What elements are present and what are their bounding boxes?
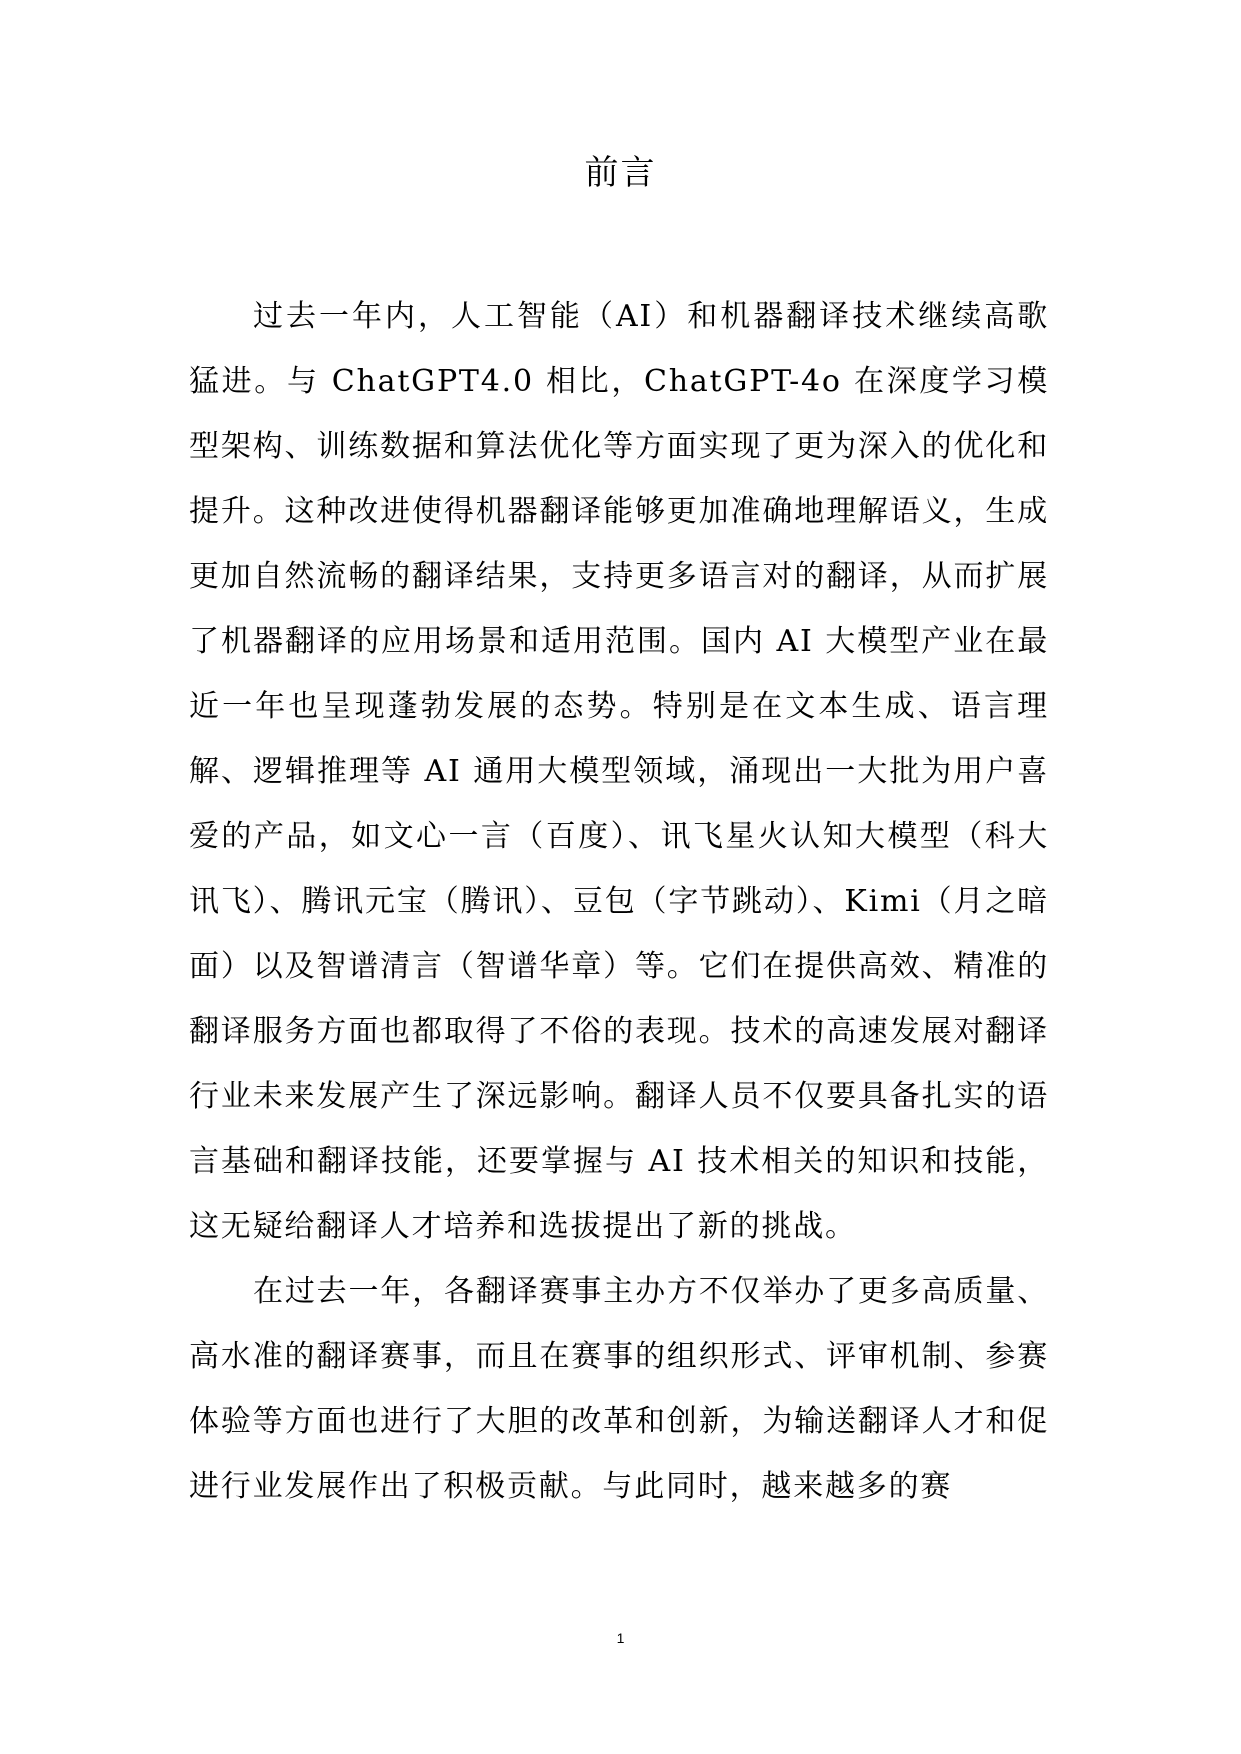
paragraph-2: 在过去一年，各翻译赛事主办方不仅举办了更多高质量、高水准的翻译赛事，而且在赛事的组织形式、评审机制、参赛体验等方面也进行了大胆的改革和创新，为输送翻译人才和促进行业发展作出了积极贡献。与此同时，越来越多的赛 [189,1274,1049,1504]
page-title: 前言 [584,153,657,193]
paragraph-1: 过去一年内，人工智能（AI）和机器翻译技术继续高歌猛进。与 ChatGPT4.0 相比，ChatGPT-4o 在深度学习模型架构、训练数据和算法优化等方面实现了更为深入的优化和提升。这种改进使得机器翻译能够更加准确地理解语义，生成更加自然流畅的翻译结果，支持更多语言对的翻译，从而扩展了机器翻译的应用场景和适用范围。国内 AI 大模型产业在最近一年也呈现蓬勃发展的态势。特别是在文本生成、语言理解、逻辑推理等 AI 通用大模型领域，涌现出一大批为用户喜爱的产品，如文心一言（百度）、讯飞星火认知大模型（科大讯飞）、腾讯元宝（腾讯）、豆包（字节跳动）、Kimi（月之暗面）以及智谱清言（智谱华章）等。它们在提供高效、精准的翻译服务方面也都取得了不俗的表现。技术的高速发展对翻译行业未来发展产生了深远影响。翻译人员不仅要具备扎实的语言基础和翻译技能，还要掌握与 AI 技术相关的知识和技能，这无疑给翻译人才培养和选拔提出了新的挑战。 [189,299,1049,1244]
body-text [189,284,1049,1519]
page-number: 1 [616,1630,625,1646]
